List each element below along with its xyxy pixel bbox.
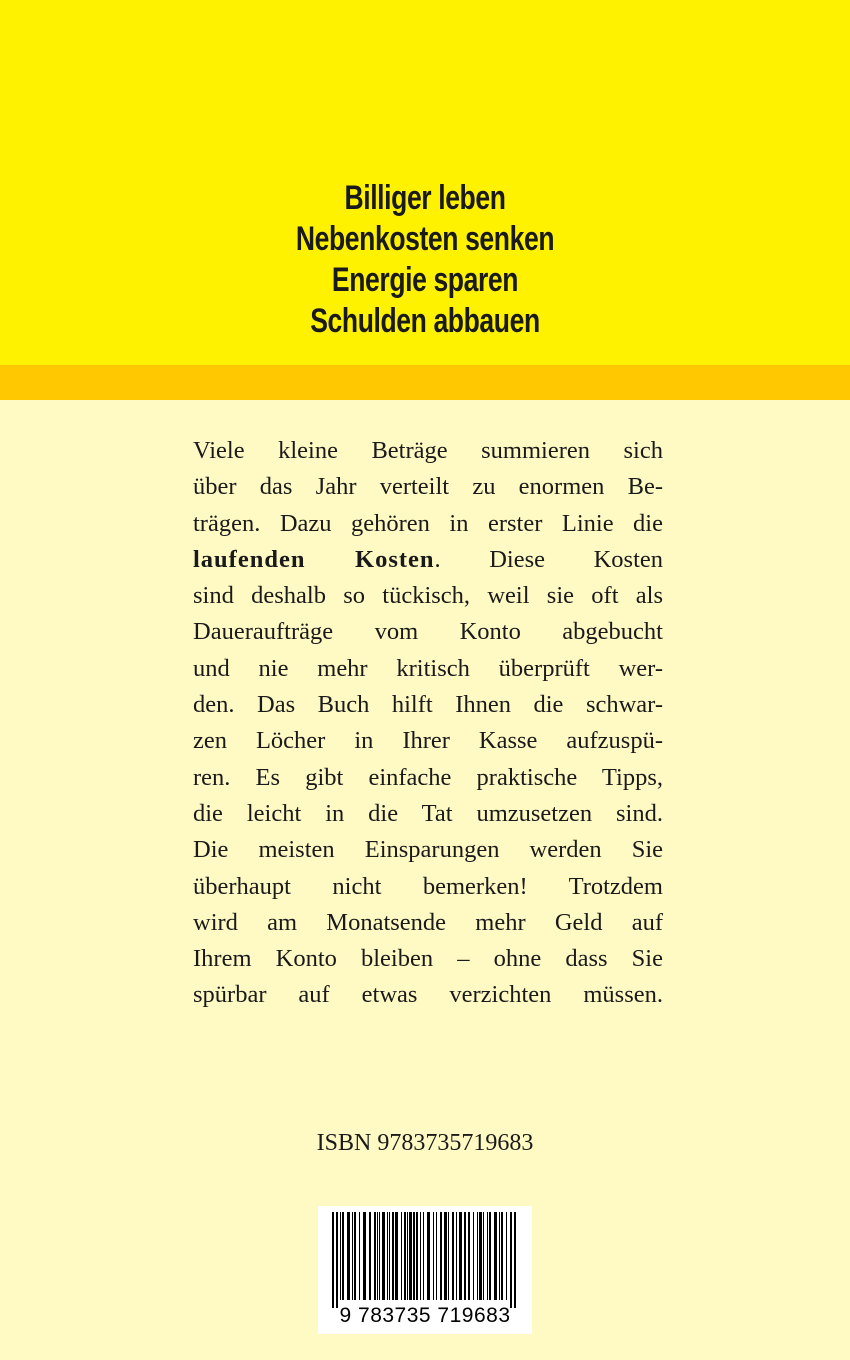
barcode-bar	[514, 1212, 516, 1308]
barcode-bar	[354, 1212, 356, 1300]
barcode-bar	[379, 1212, 380, 1300]
barcode	[318, 1206, 532, 1334]
barcode-bar	[332, 1212, 334, 1308]
barcode-bar	[510, 1212, 512, 1308]
barcode-bar	[444, 1212, 447, 1300]
barcode-bar	[392, 1212, 394, 1300]
barcode-bar	[395, 1212, 398, 1300]
barcode-bar	[494, 1212, 497, 1300]
barcode-bar	[459, 1212, 462, 1300]
barcode-bar	[501, 1212, 503, 1300]
barcode-bar	[342, 1212, 344, 1300]
blurb-line: den. Das Buch hilft Ihnen die schwar-	[193, 691, 663, 719]
barcode-bar	[404, 1212, 406, 1300]
barcode-bar	[499, 1212, 500, 1300]
blurb-line: zen Löcher in Ihrer Kasse aufzuspü-	[193, 727, 663, 755]
blurb-line: die leicht in die Tat umzusetzen sind.	[193, 799, 663, 827]
blurb-line: und nie mehr kritisch überprüft wer-	[193, 654, 663, 682]
headline-schulden-abbauen: Schulden abbauen	[310, 302, 540, 340]
barcode-bar	[483, 1212, 484, 1300]
barcode-digits: 9 783735 719683	[339, 1304, 511, 1327]
barcode-bar	[401, 1212, 402, 1300]
barcode-bar	[413, 1212, 415, 1300]
barcode-bar	[487, 1212, 488, 1300]
orange-stripe	[0, 365, 850, 400]
barcode-bar	[448, 1212, 449, 1300]
blurb-line: überhaupt nicht bemerken! Trotzdem	[193, 872, 663, 900]
barcode-bar	[477, 1212, 478, 1300]
blurb-line: trägen. Dazu gehören in erster Linie die	[193, 509, 663, 537]
blurb-line: Daueraufträge vom Konto abgebucht	[193, 618, 663, 646]
barcode-bar	[427, 1212, 430, 1300]
barcode-bar	[423, 1212, 424, 1300]
headline-nebenkosten-senken: Nebenkosten senken	[295, 220, 555, 258]
barcode-bar	[363, 1212, 366, 1300]
blurb-bold-phrase: laufenden Kosten	[193, 545, 435, 573]
headline-list	[0, 178, 850, 342]
barcode-bar	[433, 1212, 434, 1300]
barcode-bar	[464, 1212, 466, 1300]
barcode-bar	[416, 1212, 418, 1300]
barcode-bar	[489, 1212, 491, 1300]
barcode-bar	[440, 1212, 442, 1300]
barcode-bar	[387, 1212, 388, 1300]
barcode-bar	[473, 1212, 474, 1300]
barcode-bar	[336, 1212, 338, 1308]
blurb-text	[193, 433, 663, 1014]
barcode-bar	[352, 1212, 353, 1300]
headline-energie-sparen: Energie sparen	[331, 261, 519, 299]
blurb-line-with-bold	[193, 542, 663, 578]
barcode-bar	[340, 1212, 341, 1300]
blurb-line: über das Jahr verteilt zu enormen Be-	[193, 473, 663, 501]
barcode-bar	[369, 1212, 371, 1300]
barcode-bar	[374, 1212, 376, 1300]
barcode-bar	[382, 1212, 385, 1300]
barcode-bar	[377, 1212, 378, 1300]
blurb-line: spürbar auf etwas verzichten müssen.	[193, 981, 663, 1009]
blurb-line: ren. Es gibt einfache praktische Tipps,	[193, 763, 663, 791]
barcode-bar	[389, 1212, 390, 1300]
blurb-line: wird am Monatsende mehr Geld auf	[193, 908, 663, 936]
barcode-bar	[359, 1212, 360, 1300]
blurb-line: Die meisten Einsparungen werden Sie	[193, 836, 663, 864]
barcode-bar	[456, 1212, 457, 1300]
barcode-bar	[407, 1212, 408, 1300]
headline-billiger-leben: Billiger leben	[344, 179, 506, 217]
blurb-line: sind deshalb so tückisch, weil sie oft als	[193, 582, 663, 610]
barcode-bar	[347, 1212, 350, 1300]
barcode-bar	[436, 1212, 437, 1300]
barcode-bar	[468, 1212, 470, 1300]
blurb-line: Viele kleine Beträge summieren sich	[193, 437, 663, 464]
barcode-bar	[506, 1212, 507, 1300]
blurb-line: Ihrem Konto bleiben – ohne dass Sie	[193, 945, 663, 973]
blurb-line-rest: . Diese Kosten	[434, 545, 663, 573]
barcode-bar	[479, 1212, 482, 1300]
barcode-bar	[452, 1212, 454, 1300]
isbn-label: ISBN 9783735719683	[316, 1130, 534, 1156]
barcode-bar	[420, 1212, 421, 1300]
barcode-bar	[409, 1212, 412, 1300]
